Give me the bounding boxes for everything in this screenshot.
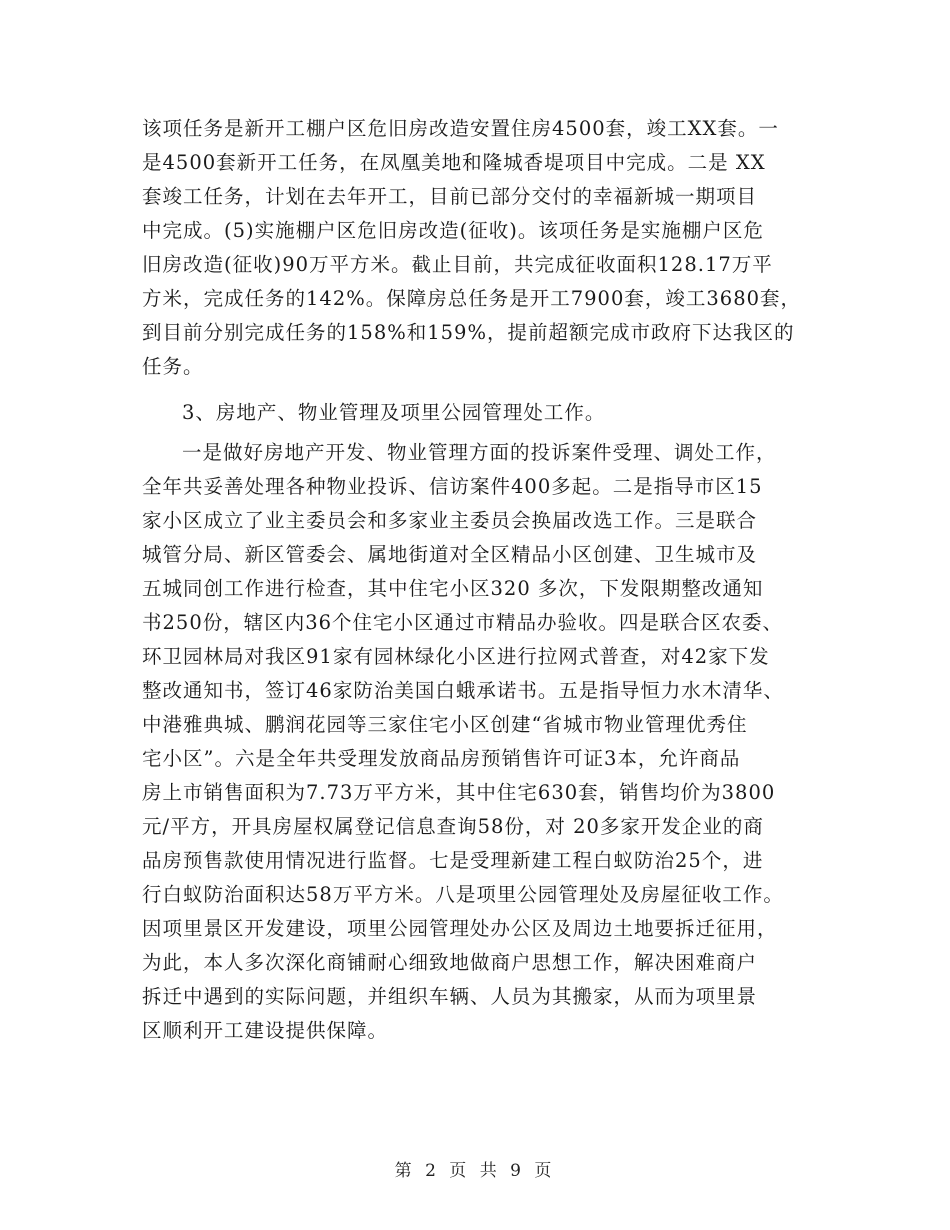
text-line: 为此，本人多次深化商铺耐心细致地做商户思想工作，解决困难商户 [142, 951, 758, 974]
text-line: 整改通知书，签订46家防治美国白蛾承诺书。五是指导恒力水木清华、 [142, 679, 784, 702]
text-line: 全年共妥善处理各种物业投诉、信访案件400多起。二是指导市区15 [142, 475, 763, 498]
text-line: 套竣工任务，计划在去年开工，目前已部分交付的幸福新城一期项目 [142, 185, 758, 208]
text-line: 旧房改造(征收)90万平方米。截止目前，共完成征收面积128.17万平 [142, 253, 773, 276]
text-line: 行白蚁防治面积达58万平方米。八是项里公园管理处及房屋征收工作。 [142, 883, 784, 906]
section-heading: 3、房地产、物业管理及项里公园管理处工作。 [182, 401, 606, 424]
text-line: 因项里景区开发建设，项里公园管理处办公区及周边土地要拆迁征用， [142, 917, 778, 940]
text-line: 一是做好房地产开发、物业管理方面的投诉案件受理、调处工作， [182, 441, 777, 464]
text-line: 五城同创工作进行检查，其中住宅小区320 多次，下发限期整改通知 [142, 577, 764, 600]
text-line: 该项任务是新开工棚户区危旧房改造安置住房4500套，竣工XX套。一 [142, 117, 779, 140]
text-line: 方米，完成任务的142%。保障房总任务是开工7900套，竣工3680套， [142, 287, 802, 310]
text-line: 城管分局、新区管委会、属地街道对全区精品小区创建、卫生城市及 [142, 543, 758, 566]
text-line: 中完成。(5)实施棚户区危旧房改造(征收)。该项任务是实施棚户区危 [142, 219, 764, 242]
text-line: 宅小区”。六是全年共受理发放商品房预销售许可证3本，允许商品 [142, 747, 741, 770]
text-line: 是4500套新开工任务，在凤凰美地和隆城香堤项目中完成。二是 XX [142, 151, 766, 174]
text-line: 拆迁中遇到的实际问题，并组织车辆、人员为其搬家，从而为项里景 [142, 985, 758, 1008]
text-line: 元/平方，开具房屋权属登记信息查询58份，对 20多家开发企业的商 [142, 815, 764, 838]
text-line: 区顺利开工建设提供保障。 [142, 1019, 389, 1042]
page-number-footer: 第 2 页 共 9 页 [394, 1161, 556, 1181]
text-line: 到目前分别完成任务的158%和159%，提前超额完成市政府下达我区的 [142, 321, 795, 344]
text-line: 房上市销售面积为7.73万平方米，其中住宅630套，销售均价为3800 [142, 781, 776, 804]
text-line: 环卫园林局对我区91家有园林绿化小区进行拉网式普查，对42家下发 [142, 645, 770, 668]
text-line: 家小区成立了业主委员会和多家业主委员会换届改选工作。三是联合 [142, 509, 758, 532]
text-line: 书250份，辖区内36个住宅小区通过市精品办验收。四是联合区农委、 [142, 611, 784, 634]
text-line: 任务。 [142, 355, 204, 378]
text-line: 品房预售款使用情况进行监督。七是受理新建工程白蚁防治25个，进 [142, 849, 764, 872]
text-line: 中港雅典城、鹏润花园等三家住宅小区创建“省城市物业管理优秀住 [142, 713, 748, 736]
